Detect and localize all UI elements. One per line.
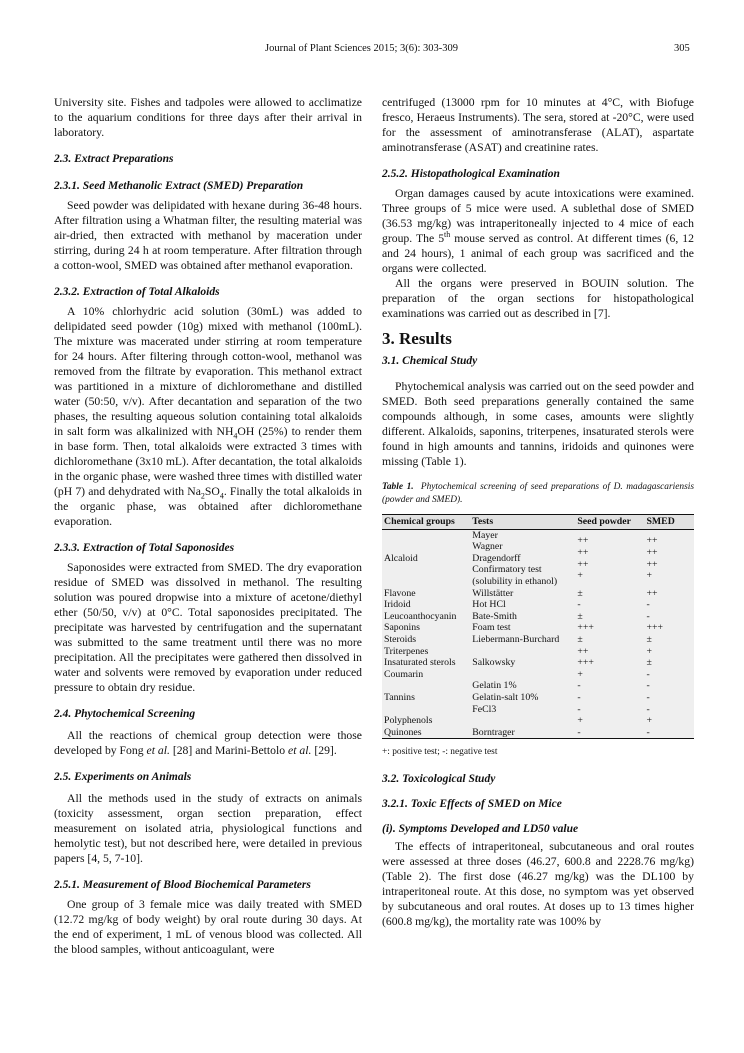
table-cell <box>470 646 575 658</box>
cell-line: - <box>646 610 650 622</box>
paragraph: Saponosides were extracted from SMED. The dry evaporation residue of SMED was dissolved in methanol. The resulting solution was poured dropwise into a mixture of acetone/diethyl ether (50/50, v/v) at 0°C. Total saponosides precipitated. The precipitate was harvested by centrifugation and the supernatant was submitted to the same treatment until there was no more precipitation. All the precipitates were gathered then dissolved in water and solvents were removed by evaporation under reduced pressure to obtain dry residue. <box>54 561 362 694</box>
cell-line: + <box>646 715 652 727</box>
paragraph: University site. Fishes and tadpoles were allowed to acclimatize to the aquarium conditions for three days after their arrival in laboratory. <box>54 96 362 139</box>
subsection-heading: 2.3.1. Seed Methanolic Extract (SMED) Preparation <box>54 180 304 192</box>
table-row <box>382 529 694 587</box>
table-cell: Iridoid <box>382 599 470 611</box>
section-heading: 2.5. Experiments on Animals <box>54 771 192 783</box>
table-row <box>382 599 694 611</box>
table-row <box>382 634 694 646</box>
cell-line: Confirmatory test (solubility in ethanol) <box>472 564 558 587</box>
cell-line: Wagner <box>472 541 503 553</box>
table-caption: Table 1. Phytochemical screening of seed preparations of D. madagascariensis (powder and SMED). <box>382 482 694 505</box>
table-cell: Insaturated sterols <box>382 657 470 669</box>
cell-line: +++ <box>646 622 664 634</box>
cell-line: Dragendorff <box>472 552 521 564</box>
table-header-cell: Chemical groups <box>382 515 470 530</box>
cell-line: - <box>577 680 581 692</box>
table-header-cell: SMED <box>644 515 694 530</box>
subsection-heading: 2.3.3. Extraction of Total Saponosides <box>54 542 235 554</box>
table-cell: Quinones <box>382 727 470 739</box>
table-cell <box>470 727 575 739</box>
table-cell <box>644 529 694 587</box>
table-cell <box>644 715 694 727</box>
cell-line: ++ <box>577 645 589 657</box>
paragraph: Seed powder was delipidated with hexane during 36-48 hours. After filtration using a Whatman filter, the resulting material was air-dried, then extracted with methanol by maceration under stirring, during 24 h at room temperature. After filtration through a cotton-wool, SMED was obtained after methanol evaporation. <box>54 199 362 272</box>
cell-line: - <box>646 668 650 680</box>
table-row <box>382 611 694 623</box>
table-cell <box>470 611 575 623</box>
table-cell <box>470 669 575 681</box>
table-row <box>382 657 694 669</box>
table-cell <box>575 622 644 634</box>
paragraph: All the organs were preserved in BOUIN solution. The preparation of the organ sections for histopathological examinations was carried out as described in [7]. <box>382 277 694 320</box>
table-cell: Polyphenols <box>382 715 470 727</box>
cell-line: ++ <box>646 535 658 547</box>
table-cell: Alcaloid <box>382 529 470 587</box>
paragraph: All the reactions of chemical group detection were those developed by Fong et al. [28] and Marini-Bettolo et al. [29]. <box>54 729 362 757</box>
table-footnote: +: positive test; -: negative test <box>382 747 498 758</box>
table-cell <box>575 529 644 587</box>
table-header-cell: Seed powder <box>575 515 644 530</box>
cell-line: ++ <box>577 546 589 558</box>
table-cell <box>644 657 694 669</box>
table-row <box>382 588 694 600</box>
cell-line: ± <box>577 587 583 599</box>
paragraph: The effects of intraperitoneal, subcutaneous and oral routes were assessed at three doses (46.27, 600.8 and 2228.76 mg/kg) (Table 2). The first dose (46.27 mg/kg) was the DL100 by intraperitoneal route. At this dose, no symptom was yet observed by subcutaneous and oral routes. At doses up to 13 times higher (600.8 mg/kg), the mortality rate was 100% by <box>382 840 694 929</box>
cell-line: Willstätter <box>472 587 514 599</box>
table-cell <box>575 646 644 658</box>
table-cell <box>470 529 575 587</box>
table-cell: Flavone <box>382 588 470 600</box>
phytochemical-table <box>382 514 694 739</box>
cell-line: Bate-Smith <box>472 610 517 622</box>
table-cell <box>575 599 644 611</box>
table-cell <box>644 622 694 634</box>
table-row <box>382 680 694 715</box>
table-cell <box>470 680 575 715</box>
table-header-cell: Tests <box>470 515 575 530</box>
cell-line: Hot HCl <box>472 599 506 611</box>
table-cell <box>575 715 644 727</box>
table-cell: Coumarin <box>382 669 470 681</box>
subsection-heading: (i). Symptoms Developed and LD50 value <box>382 823 579 836</box>
table-row <box>382 715 694 727</box>
cell-line: ++ <box>646 558 658 570</box>
cell-line: - <box>646 680 650 692</box>
table-cell: Leucoanthocyanin <box>382 611 470 623</box>
table-cell <box>470 588 575 600</box>
table-cell <box>575 588 644 600</box>
cell-line: Borntrager <box>472 726 515 738</box>
cell-line: Salkowsky <box>472 657 516 669</box>
table-row <box>382 646 694 658</box>
section-heading: 2.4. Phytochemical Screening <box>54 708 196 720</box>
cell-line: ± <box>577 610 583 622</box>
table-row <box>382 727 694 739</box>
table-cell <box>644 680 694 715</box>
cell-line: ± <box>577 633 583 645</box>
paragraph: Phytochemical analysis was carried out on the seed powder and SMED. Both seed preparations generally contained the same compounds although, in some cases, amounts were slightly different. Alkaloids, saponins, triterpenes, insaturated sterols were found in high amounts and tannins, iridoids and quinones were missing (Table 1). <box>382 380 694 468</box>
table-cell: Tannins <box>382 680 470 715</box>
cell-line: - <box>646 726 650 738</box>
cell-line: + <box>577 570 583 582</box>
table-cell <box>470 599 575 611</box>
cell-line: - <box>577 703 581 715</box>
cell-line: - <box>577 691 581 703</box>
cell-line: + <box>577 668 583 680</box>
table-cell: Saponins <box>382 622 470 634</box>
subsection-heading: 3.2.1. Toxic Effects of SMED on Mice <box>382 798 562 811</box>
table-cell <box>470 634 575 646</box>
cell-line: ± <box>646 633 652 645</box>
cell-line: - <box>646 691 650 703</box>
paragraph: All the methods used in the study of extracts on animals (toxicity assessment, organ section preparation, effect measurement on isolated atria, physiological functions and hemolytic test), but not described here, were detailed in previous papers [4, 5, 7-10]. <box>54 792 362 865</box>
cell-line: ± <box>646 657 652 669</box>
paragraph: centrifuged (13000 rpm for 10 minutes at 4°C, with Biofuge fresco, Heraeus Instruments). The sera, stored at -20°C, were used for the assessment of aminotransferase (ALAT), aspartate aminotransferase (ASAT) and creatinine rates. <box>382 96 694 154</box>
table-cell <box>470 622 575 634</box>
cell-line: + <box>646 570 652 582</box>
cell-line: Foam test <box>472 622 511 634</box>
table-cell <box>644 646 694 658</box>
cell-line: - <box>577 726 581 738</box>
table-row <box>382 622 694 634</box>
cell-line: Gelatin-salt 10% <box>472 691 539 703</box>
cell-line: + <box>646 645 652 657</box>
table-cell <box>575 727 644 739</box>
table-cell <box>575 680 644 715</box>
cell-line: - <box>646 703 650 715</box>
cell-line: Gelatin 1% <box>472 680 517 692</box>
cell-line: Mayer <box>472 529 498 541</box>
table-cell <box>575 657 644 669</box>
left-column <box>54 95 362 957</box>
subsection-heading: 2.5.1. Measurement of Blood Biochemical Parameters <box>54 879 311 891</box>
cell-line: Liebermann-Burchard <box>472 633 560 645</box>
table-row <box>382 669 694 681</box>
subsection-heading: 3.1. Chemical Study <box>382 355 478 367</box>
table-cell: Steroids <box>382 634 470 646</box>
table-cell <box>644 588 694 600</box>
cell-line: + <box>577 715 583 727</box>
paragraph: Organ damages caused by acute intoxications were examined. Three groups of 5 mice were used. A sublethal dose of SMED (36.53 mg/kg) was intraperitoneally injected to 4 mice of each group. The 5th mouse served as control. At different times (6, 12 and 24 hours), 1 animal of each group was sacrificed and the organs were collected. <box>382 187 694 275</box>
table-cell <box>575 634 644 646</box>
paragraph: One group of 3 female mice was daily treated with SMED (12.72 mg/kg of body weight) by oral route during 30 days. At the end of experiment, 1 mL of venous blood was collected. All the blood samples, without anticoagulant, were <box>54 898 362 956</box>
table-cell <box>644 599 694 611</box>
cell-line: +++ <box>577 657 594 669</box>
subsection-heading: 2.3.2. Extraction of Total Alkaloids <box>54 286 220 298</box>
journal-title: Journal of Plant Sciences 2015; 3(6): 303-309 <box>265 43 459 54</box>
table-cell <box>470 715 575 727</box>
table-cell <box>644 611 694 623</box>
table-cell <box>575 611 644 623</box>
subsection-heading: 2.5.2. Histopathological Examination <box>382 168 560 180</box>
table-cell <box>644 669 694 681</box>
table-cell <box>470 657 575 669</box>
table-cell <box>644 634 694 646</box>
cell-line: - <box>577 599 581 611</box>
paragraph: A 10% chlorhydric acid solution (30mL) was added to delipidated seed powder (10g) mixed with methanol (100mL). The mixture was macerated under stirring at room temperature for 24 hours. After filtering through cotton-wool, methanol was removed from the filtrate by evaporation. This methanol extract was partitioned in a mixture of dichloromethane and distilled water (50:50, v/v). After decantation and separation of the two phases, the resulting aqueous solution containing total alkaloids in salt form was alkalinized with $NH_4OH$ (25%) to render them in base form. Then, total alkaloids were extracted 3 times with dichloromethane (3x10 mL). After decantation, the total alkaloids in the organic phase, were washed three times with distilled water (pH 7) and dehydrated with $Na_2SO_4$. Finally the total alkaloids in the organic phase, was obtained after dichloromethane evaporation. <box>54 305 362 528</box>
cell-line: ++ <box>646 587 658 599</box>
table-cell: Triterpenes <box>382 646 470 658</box>
table-cell <box>644 727 694 739</box>
page-number: 305 <box>674 43 690 54</box>
cell-line: FeCl3 <box>472 703 497 715</box>
table-cell <box>575 669 644 681</box>
cell-line: ++ <box>577 558 589 570</box>
section-heading: 2.3. Extract Preparations <box>54 153 174 165</box>
section-heading-results: 3. Results <box>382 329 452 348</box>
cell-line: ++ <box>577 535 589 547</box>
cell-line: - <box>646 599 650 611</box>
subsection-heading: 3.2. Toxicological Study <box>382 773 496 786</box>
right-column <box>382 95 694 929</box>
cell-line: +++ <box>577 622 594 634</box>
cell-line: ++ <box>646 546 658 558</box>
